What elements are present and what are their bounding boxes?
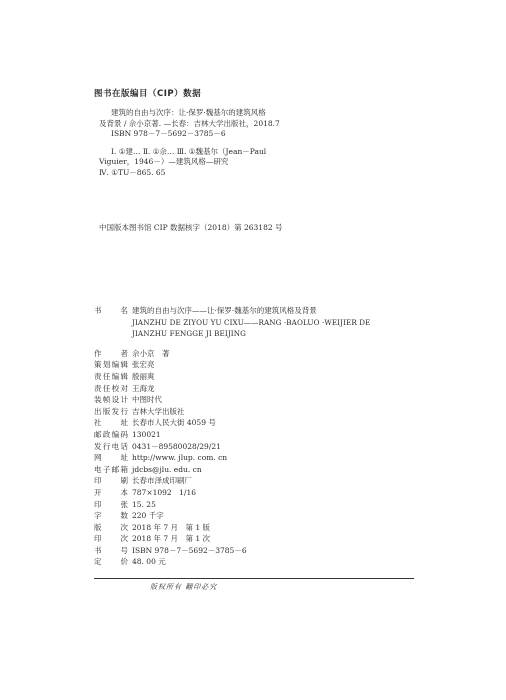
info-value: 48. 00 元 — [132, 557, 166, 567]
info-label: 邮政编码 — [94, 429, 128, 439]
info-value: 吉林大学出版社 — [132, 406, 185, 416]
copyright-notice: 版权所有 翻印必究 — [150, 583, 218, 591]
info-label: 定 价 — [94, 557, 128, 567]
info-label: 装帧设计 — [94, 395, 128, 405]
info-row — [94, 441, 424, 453]
cip-block — [99, 108, 429, 185]
info-row — [94, 359, 424, 371]
info-label: 社 址 — [94, 418, 128, 428]
info-row — [94, 499, 424, 511]
info-value: ISBN 978－7－5692－3785－6 — [132, 545, 247, 555]
info-row — [94, 464, 424, 476]
cip-heading: 图书在版编目（CIP）数据 — [94, 89, 202, 99]
info-label: 字 数 — [94, 511, 128, 521]
cip-subject-line: Ⅳ. ①TU－865. 65 — [99, 167, 166, 177]
divider-rule — [94, 578, 414, 579]
info-row — [94, 406, 424, 418]
info-value: 220 千字 — [132, 511, 164, 521]
info-row — [94, 348, 424, 360]
cip-description — [99, 108, 429, 140]
info-row — [94, 522, 424, 534]
info-value: jdcbs@jlu. edu. cn — [132, 464, 202, 474]
info-label: 开 本 — [94, 487, 128, 497]
info-row — [94, 452, 424, 464]
info-value: 130021 — [132, 429, 161, 439]
info-label: 版 次 — [94, 522, 128, 532]
info-row — [94, 545, 424, 557]
info-value: 2018 年 7 月 第 1 次 — [132, 534, 211, 544]
info-label: 责任编辑 — [94, 371, 128, 381]
info-row — [94, 394, 424, 406]
info-label: 书 号 — [94, 545, 128, 555]
info-value: http://www. jlup. com. cn — [132, 453, 228, 463]
info-label: 出版发行 — [94, 406, 128, 416]
cip-subject-line: Ⅰ. ①建… Ⅱ. ①佘… Ⅲ. ①魏基尔（Jean－Paul — [111, 146, 267, 156]
info-rows — [94, 348, 424, 568]
info-label: 印 次 — [94, 534, 128, 544]
info-row — [94, 475, 424, 487]
info-label: 责任校对 — [94, 383, 128, 393]
publication-info — [94, 305, 424, 568]
info-label: 策划编辑 — [94, 360, 128, 370]
title-pinyin: JIANZHU FENGGE JI BEIJING — [132, 329, 246, 339]
info-value: 中图时代 — [132, 395, 162, 405]
info-row — [94, 487, 424, 499]
info-value: 张宏亮 — [132, 360, 155, 370]
info-value: 2018 年 7 月 第 1 版 — [132, 522, 211, 532]
info-label: 网 址 — [94, 453, 128, 463]
title-pinyin: JIANZHU DE ZIYOU YU CIXU——RANG ·BAOLUO ·WEIJIER DE — [132, 317, 371, 327]
info-value: 建筑的自由与次序——让·保罗·魏基尔的建筑风格及背景 — [132, 306, 317, 315]
cip-line: 及背景 / 佘小京著. —长春：吉林大学出版社，2018.7 — [99, 118, 280, 128]
info-row — [94, 510, 424, 522]
cip-line: ISBN 978－7－5692－3785－6 — [111, 129, 226, 138]
info-row — [94, 417, 424, 429]
info-label: 电子邮箱 — [94, 464, 128, 474]
cip-subjects — [99, 147, 429, 179]
info-value: 0431－89580028/29/21 — [132, 441, 221, 451]
info-value: 佘小京 著 — [132, 348, 170, 358]
info-value: 王海龙 — [132, 383, 155, 393]
cip-number: 中国版本图书馆 CIP 数据核字（2018）第 263182 号 — [99, 223, 283, 232]
info-label: 印 刷 — [94, 476, 128, 486]
info-label: 印 张 — [94, 499, 128, 509]
info-row — [94, 383, 424, 395]
info-label: 作 者 — [94, 348, 128, 358]
info-value: 787×1092 1/16 — [132, 487, 197, 497]
cip-subject-line: Viguier，1946－）—建筑风格—研究 — [99, 157, 229, 166]
info-row — [94, 429, 424, 441]
info-row — [94, 371, 424, 383]
info-value: 长春市人民大街 4059 号 — [132, 418, 216, 428]
info-value: 15. 25 — [132, 499, 156, 509]
cip-line: 建筑的自由与次序：让·保罗·魏基尔的建筑风格 — [111, 108, 266, 117]
info-row — [94, 556, 424, 568]
info-value: 殷丽爽 — [132, 371, 155, 381]
info-row — [94, 533, 424, 545]
info-value: 长春市泽成印刷厂 — [132, 476, 192, 486]
info-label: 书 名 — [94, 306, 128, 315]
info-label: 发行电话 — [94, 441, 128, 451]
info-row-title — [94, 305, 424, 317]
